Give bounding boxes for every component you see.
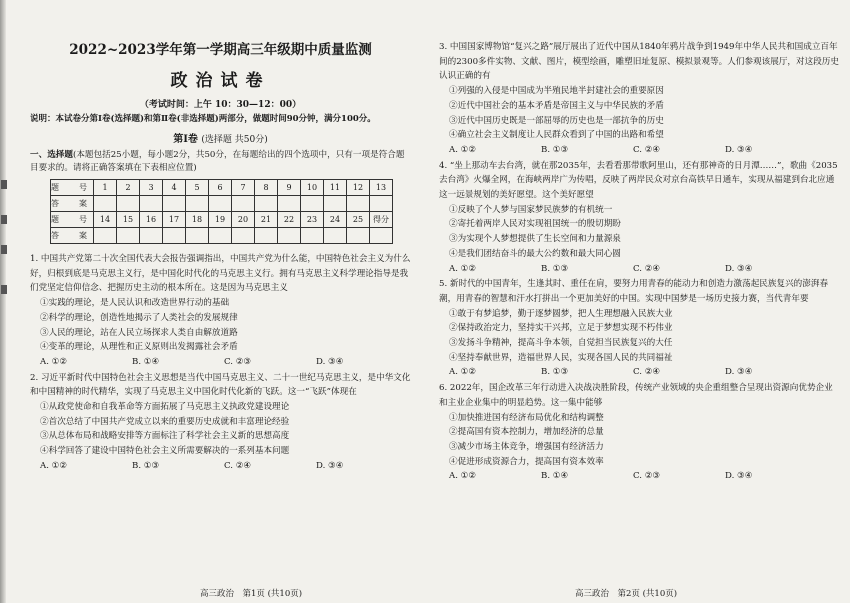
choice-c[interactable]: C. ②④ bbox=[633, 367, 661, 378]
answer-cell[interactable] bbox=[209, 228, 232, 244]
choice-b[interactable]: B. ①③ bbox=[541, 367, 569, 378]
answer-cell[interactable] bbox=[140, 228, 163, 244]
number-cell: 13 bbox=[370, 180, 393, 196]
statement-option: ③近代中国历史既是一部屈辱的历史也是一部抗争的历史 bbox=[449, 115, 664, 126]
answer-choices bbox=[439, 469, 840, 484]
binding-mark bbox=[1, 285, 7, 294]
answer-cell[interactable] bbox=[186, 228, 209, 244]
answer-cell[interactable] bbox=[140, 196, 163, 212]
page-footer: 高三政治 第2页 (共10页) bbox=[575, 589, 678, 599]
section-instruction bbox=[30, 149, 411, 175]
choice-d[interactable]: D. ③④ bbox=[725, 144, 753, 155]
choice-a[interactable]: A. ①② bbox=[449, 471, 477, 482]
statement-option: ①实践的理论，是人民认识和改造世界行动的基础 bbox=[40, 298, 230, 309]
number-cell: 22 bbox=[278, 212, 301, 228]
exam-page-2 bbox=[425, 0, 850, 603]
number-cell: 21 bbox=[255, 212, 278, 228]
exam-note: 说明：本试卷分第Ⅰ卷(选择题)和第Ⅱ卷(非选择题)两部分，做题时间90分钟，满分100分。 bbox=[30, 114, 376, 124]
answer-cell[interactable] bbox=[301, 228, 324, 244]
choice-c[interactable]: C. ②③ bbox=[633, 471, 661, 482]
part-title-label: 第Ⅰ卷 bbox=[173, 134, 198, 145]
statement-option: ②科学的理论，创造性地揭示了人类社会的发展规律 bbox=[40, 312, 238, 323]
question-2 bbox=[30, 371, 411, 474]
question-stem: 6. 2022年，国企改革三年行动进入决战决胜阶段，传统产业领域的央企重组整合呈现出资源向优势企业和主业企业集中的明显趋势。这一集中能够 bbox=[439, 383, 833, 408]
statement-option: ②近代中国社会的基本矛盾是帝国主义与中华民族的矛盾 bbox=[449, 100, 664, 111]
answer-cell[interactable] bbox=[209, 196, 232, 212]
answer-cell[interactable] bbox=[347, 196, 370, 212]
answer-cell[interactable] bbox=[117, 228, 140, 244]
header-cell: 题 号 bbox=[51, 212, 94, 228]
exam-time: （考试时间：上午 10：30—12：00） bbox=[139, 100, 302, 110]
number-cell: 8 bbox=[255, 180, 278, 196]
number-cell: 20 bbox=[232, 212, 255, 228]
question-stem: 4. “坐上那动车去台湾，就在那2035年，去看看那带歌阿里山，还有那神奇的日月潭……”，歌曲《2035去台湾》火爆全网，在海峡两岸广为传唱，反映了两岸民众对京台高铁早日通车，实现从福建到台北应通这一远景规划的美好愿望。这个美好愿望 bbox=[439, 160, 838, 201]
statement-option: ④坚持奉献世界，造福世界人民，实现各国人民的共同福祉 bbox=[449, 352, 673, 363]
choice-a[interactable]: A. ①② bbox=[449, 367, 477, 378]
choice-a[interactable]: A. ①② bbox=[40, 356, 68, 367]
number-cell: 15 bbox=[117, 212, 140, 228]
number-cell: 12 bbox=[347, 180, 370, 196]
statement-option: ④促进形成资源合力，提高国有资本效率 bbox=[449, 456, 604, 467]
statement-option: ③人民的理论，站在人民立场探求人类自由解放道路 bbox=[40, 327, 238, 338]
statement-option: ④科学回答了建设中国特色社会主义所需要解决的一系列基本问题 bbox=[40, 446, 290, 457]
subject-title: 政治试卷 bbox=[170, 71, 271, 91]
answer-cell[interactable] bbox=[347, 228, 370, 244]
score-cell[interactable] bbox=[370, 228, 393, 244]
number-cell: 23 bbox=[301, 212, 324, 228]
choice-c[interactable]: C. ②④ bbox=[633, 144, 661, 155]
choice-c[interactable]: C. ②③ bbox=[224, 356, 252, 367]
answer-cell[interactable] bbox=[370, 196, 393, 212]
choice-b[interactable]: B. ①③ bbox=[541, 263, 569, 274]
answer-cell[interactable] bbox=[278, 196, 301, 212]
answer-cell[interactable] bbox=[255, 228, 278, 244]
answer-cell[interactable] bbox=[163, 196, 186, 212]
statement-option: ②保持政治定力，坚持实干兴邦，立足于梦想实现不朽伟业 bbox=[449, 323, 673, 334]
choice-d[interactable]: D. ③④ bbox=[725, 263, 753, 274]
statement-option: ③为实现个人梦想提供了生长空间和力量源泉 bbox=[449, 234, 621, 245]
number-cell: 11 bbox=[324, 180, 347, 196]
binding-mark bbox=[1, 215, 7, 224]
answer-choices bbox=[30, 459, 411, 474]
number-cell: 16 bbox=[140, 212, 163, 228]
choice-d[interactable]: D. ③④ bbox=[316, 460, 344, 471]
answer-cell[interactable] bbox=[232, 228, 255, 244]
number-cell: 25 bbox=[347, 212, 370, 228]
question-6 bbox=[439, 381, 840, 484]
instruction-heading: 一、选择题 bbox=[30, 150, 73, 160]
number-cell: 5 bbox=[186, 180, 209, 196]
choice-d[interactable]: D. ③④ bbox=[725, 471, 753, 482]
part-title bbox=[30, 130, 411, 145]
question-5 bbox=[439, 277, 840, 380]
answer-cell[interactable] bbox=[94, 228, 117, 244]
question-stem: 3. 中国国家博物馆“复兴之路”展厅展出了近代中国从1840年鸦片战争到1949年中华人民共和国成立百年间的2300多件实物、文献、图片，模型绘画，雕塑旧址复原、模拟景观等。人们参观该展厅，对这段历史认识正确的有 bbox=[439, 42, 839, 82]
statement-option: ③从总体布局和战略安排等方面标注了科学社会主义新的思想高度 bbox=[40, 431, 290, 442]
number-cell: 1 bbox=[94, 180, 117, 196]
statement-option: ①列强的入侵是中国成为半殖民地半封建社会的重要原因 bbox=[449, 86, 664, 97]
page-footer: 高三政治 第1页 (共10页) bbox=[200, 589, 303, 599]
number-cell: 17 bbox=[163, 212, 186, 228]
number-cell: 4 bbox=[163, 180, 186, 196]
answer-cell[interactable] bbox=[186, 196, 209, 212]
number-cell: 18 bbox=[186, 212, 209, 228]
number-cell: 24 bbox=[324, 212, 347, 228]
number-cell: 3 bbox=[140, 180, 163, 196]
answer-table bbox=[50, 179, 393, 244]
answer-choices bbox=[439, 262, 840, 277]
answer-choices bbox=[439, 365, 840, 380]
choice-d[interactable]: D. ③④ bbox=[316, 356, 344, 367]
question-1 bbox=[30, 252, 411, 370]
question-4 bbox=[439, 159, 840, 277]
statement-option: ①从政党使命和自我革命等方面拓展了马克思主义执政党建设理论 bbox=[40, 402, 290, 413]
table-row bbox=[51, 196, 393, 212]
table-row bbox=[51, 228, 393, 244]
part-subtitle: (选择题 共50分) bbox=[201, 135, 268, 145]
statement-option: ①敢于有梦追梦，勤于逐梦圆梦，把人生理想融入民族大业 bbox=[449, 308, 673, 319]
binding-mark bbox=[1, 245, 7, 254]
number-cell: 7 bbox=[232, 180, 255, 196]
choice-b[interactable]: B. ①④ bbox=[132, 356, 160, 367]
choice-b[interactable]: B. ①③ bbox=[541, 144, 569, 155]
number-cell: 6 bbox=[209, 180, 232, 196]
number-cell: 9 bbox=[278, 180, 301, 196]
question-stem: 5. 新时代的中国青年，生逢其时、重任在肩，要努力用青春的能动力和创造力激荡起民族复兴的澎湃春潮，用青春的智慧和汗水打拼出一个更加美好的中国。实现中国梦是一场历史接力赛，当代青年要 bbox=[439, 279, 829, 304]
statement-option: ①反映了个人梦与国家梦民族梦的有机统一 bbox=[449, 204, 613, 215]
choice-c[interactable]: C. ②④ bbox=[633, 263, 661, 274]
choice-c[interactable]: C. ②④ bbox=[224, 460, 252, 471]
header-cell: 题 号 bbox=[51, 180, 94, 196]
number-cell: 19 bbox=[209, 212, 232, 228]
statement-option: ①加快推进国有经济布局优化和结构调整 bbox=[449, 412, 604, 423]
statement-option: ③减少市场主体竞争，增强国有经济活力 bbox=[449, 441, 604, 452]
choice-a[interactable]: A. ①② bbox=[449, 263, 477, 274]
question-stem: 1. 中国共产党第二十次全国代表大会报告强调指出，中国共产党为什么能，中国特色社会主义为什么好，归根到底是马克思主义行，是中国化时代化的马克思主义行。拥有马克思主义科学理论指导是我们党坚定信仰信念、把握历史主动的根本所在。这是因为马克思主义 bbox=[30, 254, 411, 294]
answer-cell[interactable] bbox=[324, 228, 347, 244]
statement-option: ②寄托着两岸人民对实现祖国统一的殷切期盼 bbox=[449, 219, 621, 230]
exam-title: 2022~2023学年第一学期高三年级期中质量监测 bbox=[69, 42, 372, 58]
question-stem: 2. 习近平新时代中国特色社会主义思想是当代中国马克思主义、二十一世纪马克思主义，是中华文化和中国精神的时代精华，实现了马克思主义中国化时代化新的飞跃。这一“飞跃”体现在 bbox=[30, 372, 411, 398]
number-cell: 14 bbox=[94, 212, 117, 228]
question-3 bbox=[439, 40, 840, 158]
statement-option: ③发扬斗争精神，提高斗争本领，自觉担当民族复兴的大任 bbox=[449, 338, 673, 349]
number-cell: 10 bbox=[301, 180, 324, 196]
answer-choices bbox=[439, 143, 840, 158]
answer-cell[interactable] bbox=[163, 228, 186, 244]
score-label-cell: 得分 bbox=[370, 212, 393, 228]
statement-option: ④变革的理论，从理性和正义原则出发揭露社会矛盾 bbox=[40, 342, 238, 353]
answer-choices bbox=[30, 355, 411, 370]
statement-option: ②提高国有资本控制力，增加经济的总量 bbox=[449, 427, 604, 438]
answer-label-cell: 答 案 bbox=[51, 196, 94, 212]
answer-cell[interactable] bbox=[278, 228, 301, 244]
table-row bbox=[51, 180, 393, 196]
choice-b[interactable]: B. ①④ bbox=[541, 471, 569, 482]
statement-option: ④确立社会主义制度让人民群众看到了中国的出路和希望 bbox=[449, 130, 664, 141]
answer-cell[interactable] bbox=[117, 196, 140, 212]
answer-cell[interactable] bbox=[232, 196, 255, 212]
table-row bbox=[51, 212, 393, 228]
choice-b[interactable]: B. ①③ bbox=[132, 460, 160, 471]
choice-a[interactable]: A. ①② bbox=[449, 144, 477, 155]
answer-label-cell: 答 案 bbox=[51, 228, 94, 244]
choice-a[interactable]: A. ①② bbox=[40, 460, 68, 471]
choice-d[interactable]: D. ③④ bbox=[725, 367, 753, 378]
answer-cell[interactable] bbox=[324, 196, 347, 212]
number-cell: 2 bbox=[117, 180, 140, 196]
instruction-text: (本题包括25小题，每小题2分，共50分，在每题给出的四个选项中，只有一项是符合题目要求的。请将正确答案填在下表相应位置) bbox=[30, 150, 405, 173]
question-list-page1 bbox=[30, 252, 411, 474]
answer-cell[interactable] bbox=[255, 196, 278, 212]
answer-cell[interactable] bbox=[94, 196, 117, 212]
question-list-page2 bbox=[439, 40, 840, 484]
answer-cell[interactable] bbox=[301, 196, 324, 212]
statement-option: ②首次总结了中国共产党成立以来的重要历史成就和丰富理论经验 bbox=[40, 416, 290, 427]
scan-binding-edge bbox=[0, 0, 6, 603]
binding-mark bbox=[1, 180, 7, 189]
statement-option: ④是我们团结奋斗的最大公约数和最大同心圆 bbox=[449, 248, 621, 259]
